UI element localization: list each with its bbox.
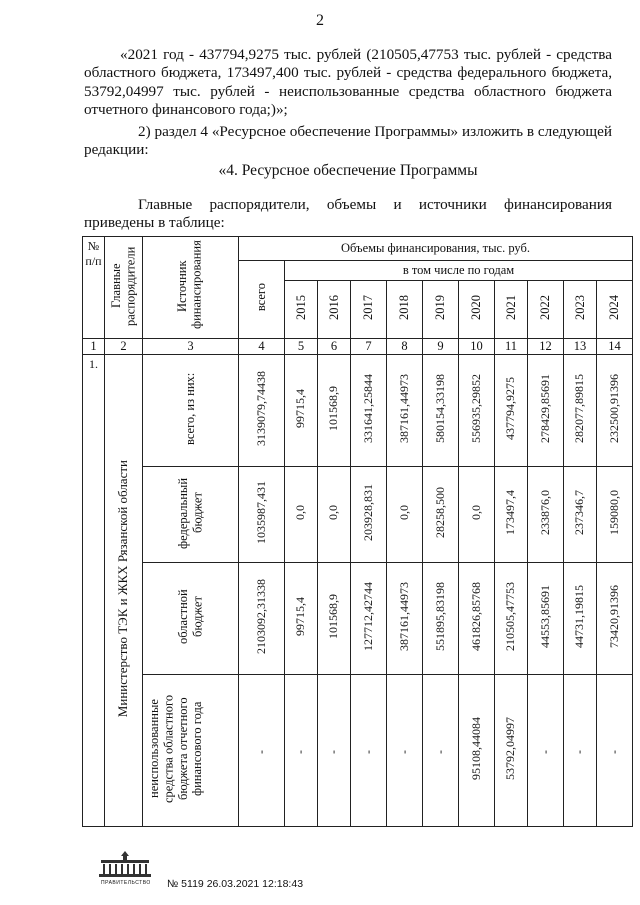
value-cell: - <box>528 675 564 827</box>
total-cell: 3139079,74438 <box>239 355 285 467</box>
value-cell: 278429,85691 <box>528 355 564 467</box>
total-cell: 2103092,31338 <box>239 563 285 675</box>
year-2023: 2023 <box>564 281 597 339</box>
government-building-icon <box>95 848 155 884</box>
document-stamp <box>167 878 303 890</box>
value-cell: 73420,91396 <box>597 563 633 675</box>
value-cell: 551895,83198 <box>423 563 459 675</box>
index-cell: 13 <box>564 339 597 355</box>
value-cell: 127712,42744 <box>351 563 387 675</box>
value-cell: 0,0 <box>387 467 423 563</box>
value-cell: - <box>597 675 633 827</box>
value-cell: 0,0 <box>285 467 318 563</box>
index-cell: 5 <box>285 339 318 355</box>
header-total: всего <box>239 261 285 339</box>
index-cell: 11 <box>495 339 528 355</box>
year-2017: 2017 <box>351 281 387 339</box>
value-cell: 233876,0 <box>528 467 564 563</box>
value-cell: 282077,89815 <box>564 355 597 467</box>
value-cell: 331641,25844 <box>351 355 387 467</box>
value-cell: 203928,831 <box>351 467 387 563</box>
header-by-years: в том числе по годам <box>285 261 633 281</box>
value-cell: - <box>564 675 597 827</box>
value-cell: 28258,500 <box>423 467 459 563</box>
header-source: Источник финансирования <box>143 237 239 339</box>
value-cell: 53792,04997 <box>495 675 528 827</box>
index-row <box>83 339 633 355</box>
value-cell: - <box>423 675 459 827</box>
table-row-federal <box>83 467 633 563</box>
index-cell: 14 <box>597 339 633 355</box>
value-cell: 210505,47753 <box>495 563 528 675</box>
year-2024: 2024 <box>597 281 633 339</box>
total-cell: 1035987,431 <box>239 467 285 563</box>
index-cell: 9 <box>423 339 459 355</box>
value-cell: 95108,44084 <box>459 675 495 827</box>
year-2020: 2020 <box>459 281 495 339</box>
page-number: 2 <box>316 12 324 29</box>
table-row-regional <box>83 563 633 675</box>
value-cell: 44553,85691 <box>528 563 564 675</box>
index-cell: 7 <box>351 339 387 355</box>
index-cell: 12 <box>528 339 564 355</box>
value-cell: 44731,19815 <box>564 563 597 675</box>
value-cell: 237346,7 <box>564 467 597 563</box>
year-2016: 2016 <box>318 281 351 339</box>
index-cell: 8 <box>387 339 423 355</box>
paragraph-table-intro: Главные распорядители, объемы и источники финансирования приведены в таблице: <box>84 196 612 232</box>
year-2022: 2022 <box>528 281 564 339</box>
value-cell: - <box>318 675 351 827</box>
index-cell: 6 <box>318 339 351 355</box>
value-cell: 556935,29852 <box>459 355 495 467</box>
source-cell: неиспользованные средства областного бюджета отчетного финансового года <box>143 675 239 827</box>
value-cell: 99715,4 <box>285 563 318 675</box>
value-cell: 437794,9275 <box>495 355 528 467</box>
index-cell: 1 <box>83 339 105 355</box>
document-number: № 5119 <box>167 878 204 890</box>
year-2021: 2021 <box>495 281 528 339</box>
value-cell: 580154,33198 <box>423 355 459 467</box>
paragraph-2021-amounts: «2021 год - 437794,9275 тыс. рублей (210505,47753 тыс. рублей - средства областного бюджета, 173497,400 тыс. рублей - средства федерального бюджета, 53792,04997 тыс. рублей - неиспользованные средства областного бюджета отчетного финансового года;)»; <box>84 46 612 119</box>
value-cell: 0,0 <box>318 467 351 563</box>
index-cell: 4 <box>239 339 285 355</box>
header-volume: Объемы финансирования, тыс. руб. <box>239 237 633 261</box>
value-cell: 101568,9 <box>318 355 351 467</box>
value-cell: - <box>387 675 423 827</box>
source-cell: федеральный бюджет <box>143 467 239 563</box>
total-cell: - <box>239 675 285 827</box>
manager-cell: Министерство ТЭК и ЖКХ Рязанской области <box>105 355 143 827</box>
year-2018: 2018 <box>387 281 423 339</box>
index-cell: 2 <box>105 339 143 355</box>
document-datetime: 26.03.2021 12:18:43 <box>206 878 304 890</box>
paragraph-section-4-instruction: 2) раздел 4 «Ресурсное обеспечение Программы» изложить в следующей редакции: <box>84 123 612 159</box>
section-heading: «4. Ресурсное обеспечение Программы <box>218 162 478 179</box>
header-managers: Главные распорядители <box>105 237 143 339</box>
header-number: № п/п <box>83 237 105 339</box>
value-cell: 101568,9 <box>318 563 351 675</box>
table-row-total <box>83 355 633 467</box>
table-row-unused-funds <box>83 675 633 827</box>
value-cell: - <box>285 675 318 827</box>
value-cell: 173497,4 <box>495 467 528 563</box>
year-2019: 2019 <box>423 281 459 339</box>
value-cell: - <box>351 675 387 827</box>
value-cell: 232500,91396 <box>597 355 633 467</box>
source-cell: всего, из них: <box>143 355 239 467</box>
footer <box>95 848 304 890</box>
value-cell: 159080,0 <box>597 467 633 563</box>
value-cell: 387161,44973 <box>387 563 423 675</box>
source-cell: областной бюджет <box>143 563 239 675</box>
index-cell: 3 <box>143 339 239 355</box>
financing-table <box>82 236 633 827</box>
value-cell: 0,0 <box>459 467 495 563</box>
index-cell: 10 <box>459 339 495 355</box>
value-cell: 387161,44973 <box>387 355 423 467</box>
value-cell: 461826,85768 <box>459 563 495 675</box>
row-number: 1. <box>83 355 105 827</box>
stamp-caption: ПРАВИТЕЛЬСТВО <box>101 880 151 886</box>
value-cell: 99715,4 <box>285 355 318 467</box>
year-2015: 2015 <box>285 281 318 339</box>
